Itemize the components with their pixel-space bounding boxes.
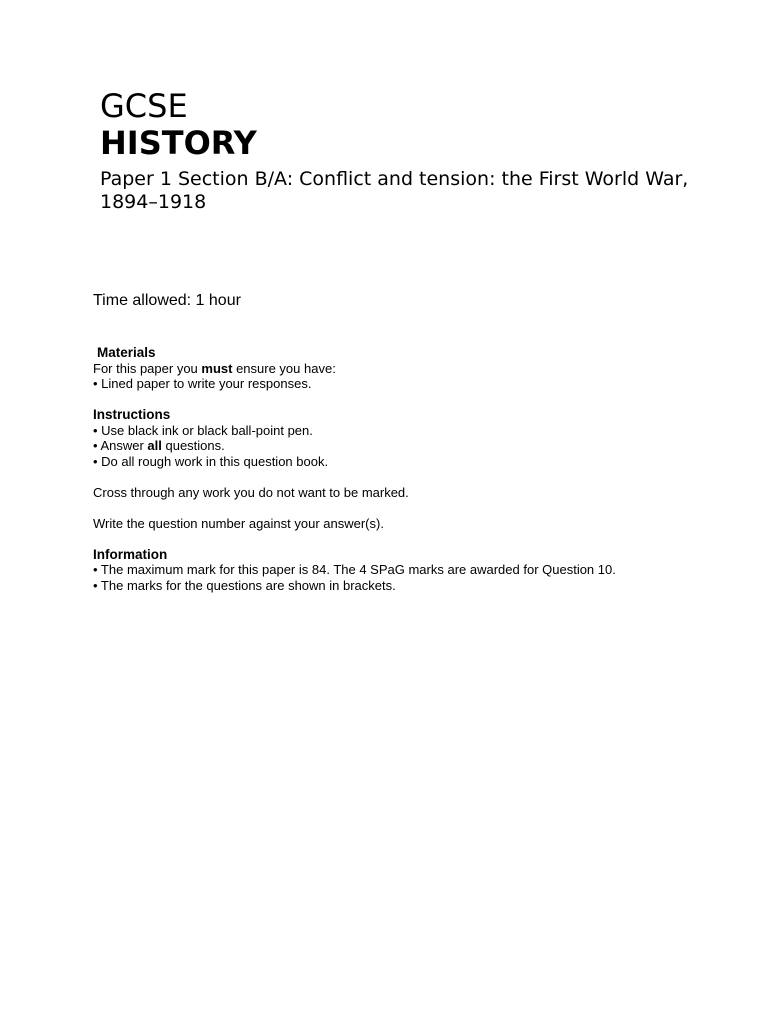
cross-through-text: Cross through any work you do not want to be marked.	[93, 484, 409, 500]
subject-title: HISTORY	[100, 124, 257, 162]
materials-intro-start: For this paper you	[93, 360, 202, 376]
materials-intro-emphasis: must	[201, 360, 233, 376]
information-heading: Information	[93, 546, 168, 562]
instructions-heading: Instructions	[93, 407, 171, 422]
cross-through-note	[93, 485, 733, 501]
question-number-note	[93, 516, 733, 532]
materials-heading: Materials	[97, 345, 156, 360]
instruction-item: • Do all rough work in this question book.	[93, 453, 329, 469]
instructions-section	[93, 407, 733, 469]
information-section	[93, 547, 733, 594]
exam-instructions	[93, 345, 733, 593]
instruction-item-start: • Answer	[93, 438, 148, 453]
information-item: • The marks for the questions are shown in brackets.	[93, 577, 396, 593]
instruction-item	[93, 438, 733, 454]
time-allowed: Time allowed: 1 hour	[93, 292, 241, 309]
instruction-item: • Use black ink or black ball-point pen.	[93, 422, 313, 438]
materials-intro-end: ensure you have:	[232, 360, 336, 376]
materials-item: • Lined paper to write your responses.	[93, 376, 312, 391]
information-item: • The maximum mark for this paper is 84. The 4 SPaG marks are awarded for Question 10.	[93, 562, 616, 577]
instruction-item-emphasis: all	[147, 438, 162, 453]
materials-intro	[93, 361, 733, 377]
materials-section	[93, 345, 733, 392]
title-block	[100, 88, 720, 214]
instruction-item-end: questions.	[161, 438, 225, 453]
question-number-text: Write the question number against your answer(s).	[93, 515, 384, 531]
paper-title: Paper 1 Section B/A: Conflict and tension: the First World War, 1894–1918	[100, 168, 689, 213]
qualification-title: GCSE	[100, 87, 188, 125]
